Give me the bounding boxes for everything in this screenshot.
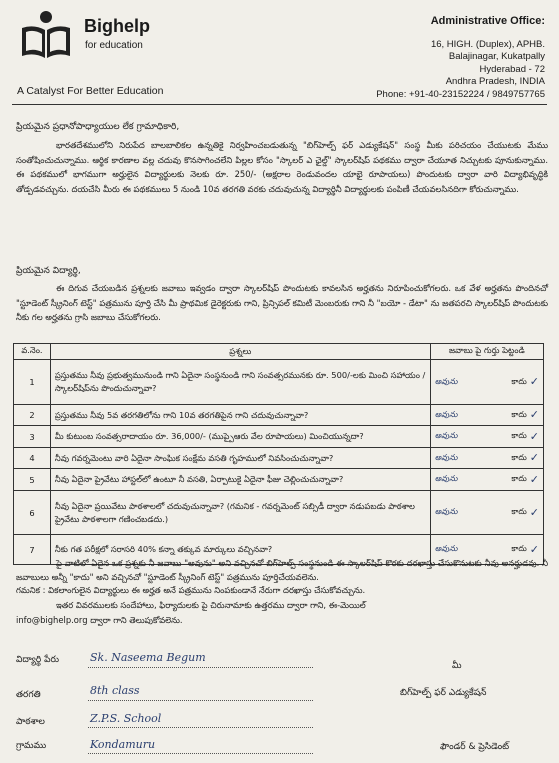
brand-subtitle: for education	[85, 40, 143, 51]
question-text: నీవు ఏదైనా ప్రైవేటు హాస్టల్‌లో ఉంటూ నీ వసతి, ఏర్పాటుకై ఏదైనా ఫీజు చెల్లించుచున్నావా?	[50, 469, 430, 491]
table-row	[14, 469, 544, 491]
signature-title: ఫౌండర్ & ప్రెసిడెంట్	[440, 742, 510, 752]
table-row	[14, 491, 544, 535]
row-number: 4	[14, 448, 51, 469]
table-row	[14, 426, 544, 448]
row-number: 5	[14, 469, 51, 491]
yes-option[interactable]: అవును	[434, 431, 458, 440]
class-line	[88, 700, 313, 701]
school-line	[88, 727, 313, 728]
no-option[interactable]: కాదు ✓	[511, 451, 539, 464]
yes-option[interactable]: అవును	[434, 409, 458, 419]
office-line: Balajinagar, Kukatpally	[448, 51, 545, 63]
no-option[interactable]: కాదు ✓	[511, 472, 539, 486]
yes-option[interactable]: అవును	[434, 452, 458, 462]
col-answer-header: జవాబు పై గుర్తు పెట్టండి	[430, 344, 543, 360]
student-name-label: విద్యార్థి పేరు	[16, 655, 59, 665]
yes-option[interactable]: అవును	[434, 376, 458, 386]
office-title: Administrative Office:	[430, 15, 545, 27]
checkmark-icon: ✓	[529, 472, 539, 486]
col-question-header: ప్రశ్నలు	[50, 344, 430, 360]
student-name-value[interactable]: Sk. Naseema Begum	[90, 651, 206, 664]
table-header-row	[14, 344, 544, 360]
question-text: నీకు గత పరీక్షలో సరాసరి 40% కన్నా తక్కువ మార్కులు వచ్చినవా?	[50, 535, 430, 565]
checkmark-icon: ✓	[529, 375, 539, 388]
row-number: 7	[14, 535, 51, 565]
school-value[interactable]: Z.P.S. School	[90, 712, 162, 725]
question-text: ప్రస్తుతము నీవు ప్రభుత్వమునుండి గాని ఏదైనా సంస్థనుండి గాని సంవత్సరమునకు రూ. 500/-లకు మించి సహాయం / స్కాలర్‌షిప్‌ను పొందుచున్నావా?	[50, 360, 430, 405]
class-label: తరగతి	[16, 690, 41, 700]
answer-cell[interactable]	[430, 491, 543, 535]
table-row	[14, 405, 544, 426]
answer-cell[interactable]	[430, 405, 543, 426]
question-text: ప్రస్తుతము నీవు 5వ తరగతిలోను గాని 10వ తరగతిపైన గాని చదువుచున్నావా?	[50, 405, 430, 426]
signature-org: బిగ్‌హెల్ప్ ఫర్ ఎడ్యుకేషన్	[400, 688, 487, 698]
row-number: 3	[14, 426, 51, 448]
checkmark-icon: ✓	[529, 451, 539, 464]
office-line: Hyderabad - 72	[479, 63, 545, 75]
row-number: 1	[14, 360, 51, 405]
office-address	[315, 15, 545, 102]
brand-name: Bighelp	[84, 16, 150, 36]
checkmark-icon: ✓	[529, 505, 539, 519]
no-option[interactable]: కాదు ✓	[511, 542, 539, 556]
question-text: మీ కుటుంబ సంవత్సరాదాయం రూ. 36,000/- (ముప్పైఆరు వేల రూపాయలు) మించియున్నదా?	[50, 426, 430, 448]
intro-paragraph	[16, 138, 548, 196]
office-phone: Phone: +91-40-23152224 / 9849757765	[376, 88, 545, 100]
answer-cell[interactable]	[430, 469, 543, 491]
disabled-note: గమనిక : వికలాంగులైన విద్యార్థులు ఈ అర్హత అనే పత్రమును నింపకుండానే నేరుగా దరఖాస్తు చేసుకోవచ్చును.	[16, 585, 366, 595]
no-option[interactable]: కాదు ✓	[511, 408, 539, 421]
yes-option[interactable]: అవును	[434, 544, 458, 553]
row-number: 2	[14, 405, 51, 426]
no-option[interactable]: కాదు ✓	[511, 505, 539, 519]
village-line	[88, 753, 313, 754]
contact-text: ఇతర వివరములకు సందేహాలు, ఫిర్యాదులకు పై చిరునామాకు ఉత్తరము ద్వారా గాని, ఈ-మెయిల్	[56, 600, 366, 610]
col-number-header: వ.నెం.	[14, 344, 51, 360]
student-greeting: ప్రియమైన విద్యార్థి,	[16, 266, 81, 276]
eligibility-table	[13, 343, 544, 565]
instructions-text: ఈ దిగువ చేయబడిన ప్రశ్నలకు జవాబు ఇవ్వడం ద్వారా స్కాలర్‌షిప్ పొందుటకు కావలసిన అర్హతను నిరూపించుకోగలరు. ఒక వేళ అర్హతను పొందినచో "స్టూడెంట్ స్క్రీనింగ్ టెస్ట్" పత్రమును పూర్తి చేసి మీ ప్రాథమిక డైరెక్టరుకు గాని, ప్రిన్సిపల్ కమిటీ మెంబరుకు గాని నీ "బయో - డేటా" ను జతపరచి స్కాలర్‌షిప్ పొందుటకు నీకు గల అర్హతను గ్రాసి జబాబు చేసుకోగలరు.	[16, 283, 548, 323]
email-line: info@bighelp.org ద్వారా గాని తెలుపుకోవలెను.	[16, 615, 183, 625]
table-row	[14, 360, 544, 405]
checkmark-icon: ✓	[529, 408, 539, 421]
closing-yours: మీ	[452, 661, 462, 671]
instructions-paragraph	[16, 281, 548, 325]
yes-option[interactable]: అవును	[434, 474, 458, 483]
question-text: నీవు గవర్నమెంటు వారి ఏదైనా సాంఘిక సంక్షేమ వసతి గృహములో నివసించుచున్నావా?	[50, 448, 430, 469]
student-name-line	[88, 667, 313, 668]
contact-paragraph	[16, 599, 548, 613]
header-divider	[12, 104, 547, 105]
checkmark-icon: ✓	[529, 542, 539, 556]
bighelp-logo-icon	[16, 10, 76, 62]
class-value[interactable]: 8th class	[90, 684, 140, 697]
answer-cell[interactable]	[430, 448, 543, 469]
greeting: ప్రియమైన ప్రధానోపాధ్యాయుల లేక గ్రామాధికారి,	[16, 122, 180, 132]
table-row	[14, 448, 544, 469]
eligibility-note	[16, 557, 548, 584]
school-label: పాఠశాల	[16, 717, 45, 727]
row-number: 6	[14, 491, 51, 535]
village-label: గ్రామము	[16, 741, 47, 751]
answer-cell[interactable]	[430, 360, 543, 405]
checkmark-icon: ✓	[529, 429, 539, 443]
no-option[interactable]: కాదు ✓	[511, 429, 539, 443]
tagline: A Catalyst For Better Education	[17, 85, 164, 97]
village-value[interactable]: Kondamuru	[90, 738, 156, 751]
answer-cell[interactable]	[430, 426, 543, 448]
question-text: నీవు ఏదైనా ప్రయివేటు పాఠశాలలో చదువుచున్నావా? (గమనిక - గవర్నమెంట్ సబ్సిడీ ద్వారా నడుపబడు పాఠశాల ప్రైవేటు పాఠశాలగా గణించబడదు.)	[50, 491, 430, 535]
eligibility-note-text: పై వాటిలో ఏదైన ఒక ప్రశ్నకు నీ జవాబు "అవును" అని వచ్చినచో బిగ్‌హెల్ప్ సంస్థనుండి ఈ స్కాలర్‌షిప్ కొరకు దరఖాస్తు చేసుకొనుటకు నీవు అనర్హుడవు. నీ జవాబులు అన్నీ "కాదు" అని వచ్చినచో "స్టూడెంట్ స్క్రీనింగ్ టెస్ట్" పత్రమును పూర్తిచేయవలెను.	[16, 558, 548, 582]
no-option[interactable]: కాదు ✓	[511, 375, 539, 388]
yes-option[interactable]: అవును	[434, 507, 458, 516]
office-line: 16, HIGH. (Duplex), APHB.	[430, 38, 545, 50]
office-line: Andhra Pradesh, INDIA	[445, 76, 545, 88]
intro-text: భారతదేశములోని నిరుపేద బాలబాలికల ఉన్నతికై నిర్వహించబడుతున్న "బిగ్‌హెల్ప్ ఫర్ ఎడ్యుకేషన్" సంస్థ మీకు పరిచయం చేయుటకు మేము సంతోషించుచున్నాము. ఆర్థిక కారణాల వల్ల చదువు కొనసాగించలేని పిల్లల కోసం "స్కాలర్ ఎ ఛైల్డ్" స్కాలర్‌షిప్ పథకము ద్వారా చేయూత నిచ్చుటకు పూనుకున్నాము. ఈ పథకములో భాగముగా అర్హులైన విద్యార్థులకు నెలకు రూ. 250/- (అక్షరాల రెండువందల యాభై రూపాయలు) పొందుటకు ద్వారా వారి విద్యాభివృద్ధికి తోడ్పడవచ్చును. దయచేసి మీరు ఈ పథకములు 5 నుండి 10వ తరగతి వరకు చదువుచున్న విద్యార్థినీ విద్యార్థులకు పంపిణీ చేయవలసినదిగా కోరుచున్నాము.	[16, 140, 548, 194]
